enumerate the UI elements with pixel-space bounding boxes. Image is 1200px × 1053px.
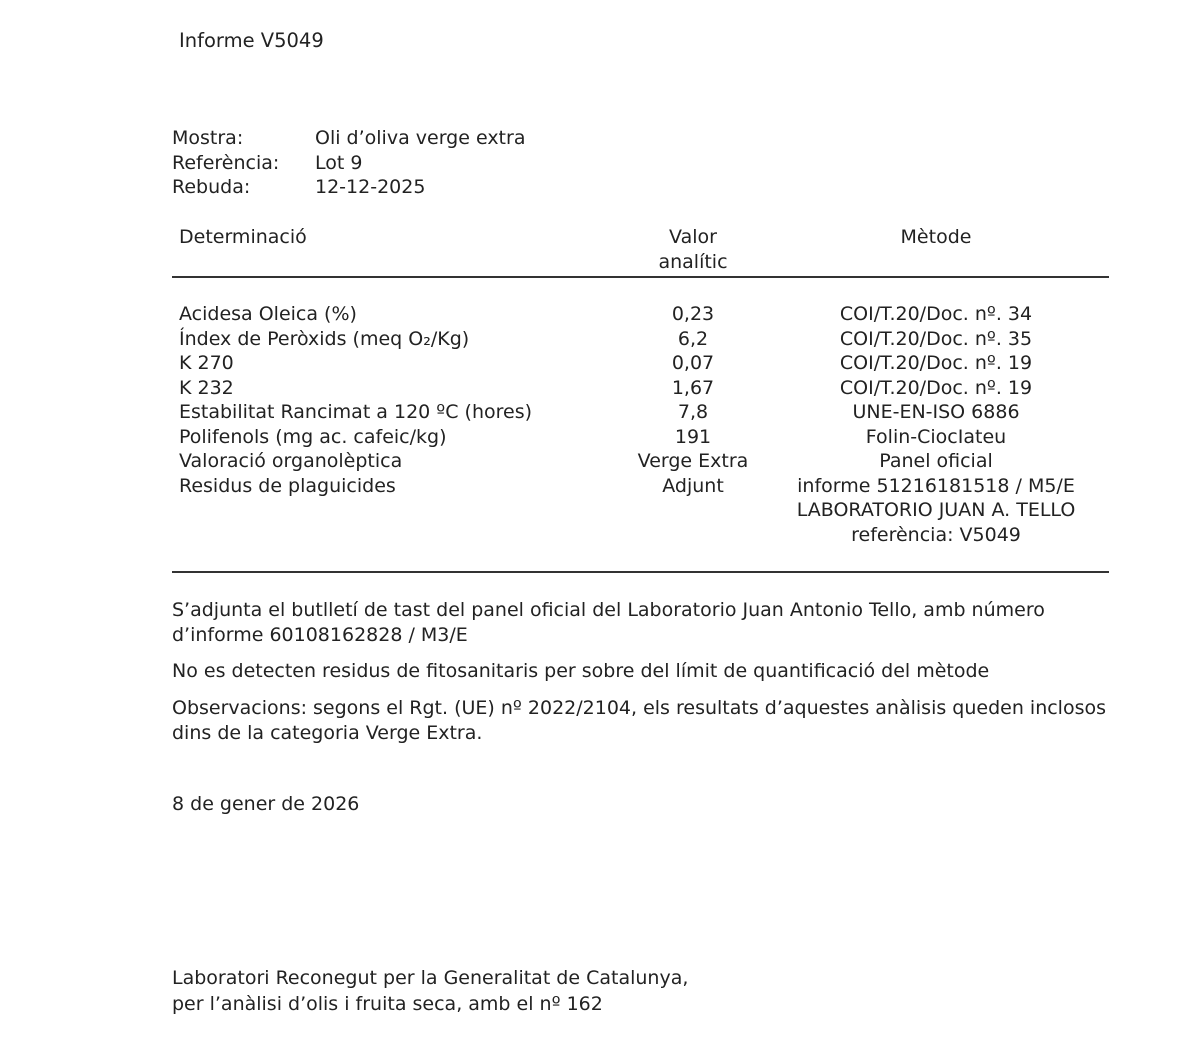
sample-value: Oli d’oliva verge extra [315, 127, 526, 149]
row-determination: Residus de plaguicides [179, 474, 396, 497]
row-value: 191 [674, 425, 712, 448]
header-method: Mètode [900, 226, 972, 248]
row-determination: Índex de Peròxids (meq O₂/Kg) [179, 327, 470, 350]
row-method-line: LABORATORIO JUAN A. TELLO [796, 499, 1076, 521]
table-row [0, 376, 1200, 401]
header-value [658, 225, 727, 274]
row-method: COI/T.20/Doc. nº. 19 [839, 352, 1033, 374]
table-row [0, 474, 1200, 546]
row-method-line: informe 51216181518 / M5/E [797, 474, 1075, 497]
row-method: COI/T.20/Doc. nº. 19 [839, 376, 1033, 399]
row-value: Verge Extra [637, 450, 749, 472]
table-row [0, 302, 1200, 327]
sample-value: Lot 9 [315, 151, 363, 174]
row-method: Folin-CiocIateu [865, 425, 1007, 448]
table-row [0, 400, 1200, 425]
row-value: 0,23 [671, 303, 715, 325]
row-value: Adjunt [662, 474, 724, 497]
row-value: 1,67 [671, 376, 715, 399]
row-method: UNE-EN-ISO 6886 [852, 401, 1020, 423]
row-method-line: referència: V5049 [851, 523, 1021, 546]
header-value-line1: Valor [669, 226, 717, 248]
table-row [0, 425, 1200, 450]
sample-label: Mostra: [172, 127, 244, 149]
row-method: COI/T.20/Doc. nº. 34 [839, 303, 1033, 325]
row-determination: K 270 [179, 352, 234, 374]
sample-value: 12-12-2025 [315, 176, 426, 198]
row-method [797, 474, 1076, 548]
row-determination: Polifenols (mg ac. cafeic/kg) [179, 425, 447, 448]
row-value: 7,8 [677, 401, 709, 423]
header-value-line2: analític [658, 250, 728, 273]
row-determination: K 232 [179, 376, 234, 399]
sample-label: Referència: [172, 151, 280, 174]
row-value: 6,2 [677, 327, 709, 350]
results-table [0, 302, 1200, 546]
footer-line: per l’anàlisi d’olis i fruita seca, amb el nº 162 [172, 993, 603, 1015]
header-determination: Determinació [179, 226, 307, 248]
table-row [0, 351, 1200, 376]
note-residues: No es detecten residus de fitosanitaris per sobre del límit de quantificació del mètode [172, 660, 990, 682]
row-determination: Acidesa Oleica (%) [179, 303, 357, 325]
row-determination: Valoració organolèptica [179, 450, 403, 472]
report-date: 8 de gener de 2026 [172, 793, 360, 815]
sample-label: Rebuda: [172, 176, 251, 198]
row-determination: Estabilitat Rancimat a 120 ºC (hores) [179, 401, 533, 423]
footer-accreditation [172, 965, 688, 1017]
table-top-rule [172, 276, 1109, 278]
note-attachment: S’adjunta el butlletí de tast del panel oficial del Laboratorio Juan Antonio Tello, amb número d’informe 60108162828 / M3/E [172, 599, 1045, 646]
row-method: COI/T.20/Doc. nº. 35 [839, 327, 1033, 350]
footer-line: Laboratori Reconegut per la Generalitat de Catalunya, [172, 967, 689, 989]
table-bottom-rule [172, 571, 1109, 573]
note-observations: Observacions: segons el Rgt. (UE) nº 2022/2104, els resultats d’aquestes anàlisis queden inclosos dins de la categoria Verge Extra. [172, 697, 1107, 744]
table-row [0, 327, 1200, 352]
report-title: Informe V5049 [179, 29, 324, 52]
row-method: Panel oficial [879, 450, 993, 472]
table-row [0, 449, 1200, 474]
row-value: 0,07 [671, 352, 715, 374]
